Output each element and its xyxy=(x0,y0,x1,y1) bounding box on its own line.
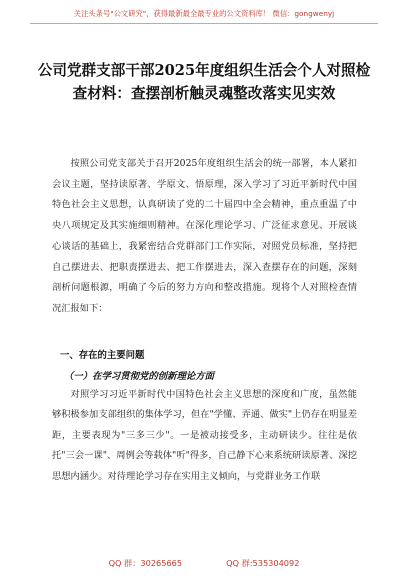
subsection-heading-theory: （一）在学习贯彻党的创新理论方面 xyxy=(64,371,215,382)
header-divider xyxy=(30,23,378,24)
document-title: 公司党群支部干部2025年度组织生活会个人对照检查材料：查摆剖析触灵魂整改落实见实效 xyxy=(37,62,371,102)
body-paragraph-1: 对照学习习近平新时代中国特色社会主义思想的深度和广度，虽然能够积极参加支部组织的集体学习，但在"学懂、弄通、做实"上仍存在明显差距，主要表现为"三多三少"。一是被动接受多，主动研读少。往往是依托"三会一课"、周例会等载体"听"得多，自己静下心来系统研读原著、深挖思想内涵少。对待理论学习存在实用主义倾向，与党群业务工作联 xyxy=(52,389,357,482)
header-promo-note: 关注头条号"公文研究"，获得最新最全最专业的公文资料库！ 微信：gongwenyj xyxy=(73,9,335,18)
intro-paragraph: 按照公司党支部关于召开2025年度组织生活会的统一部署，本人紧扣会议主题，坚持读原著、学原文、悟原理，深入学习了习近平新时代中国特色社会主义思想，认真研读了党的二十届四中全会精神，重点重温了中央八项规定及其实施细则精神。在深化理论学习、广泛征求意见、开展谈心谈话的基础上，我紧密结合党群部门工作实际，对照党员标准，坚持把自己摆进去、把职责摆进去、把工作摆进去，深入查摆存在的问题，深刻剖析问题根源，明确了今后的努力方向和整改措施。现将个人对照检查情况汇报如下： xyxy=(52,158,357,314)
footer-qq-group-1: QQ 群：30265665 xyxy=(108,558,183,568)
footer-qq-group-2: QQ 群:535304092 xyxy=(226,558,300,568)
footer-contact xyxy=(0,558,408,569)
section-heading-problems: 一、存在的主要问题 xyxy=(60,350,145,361)
